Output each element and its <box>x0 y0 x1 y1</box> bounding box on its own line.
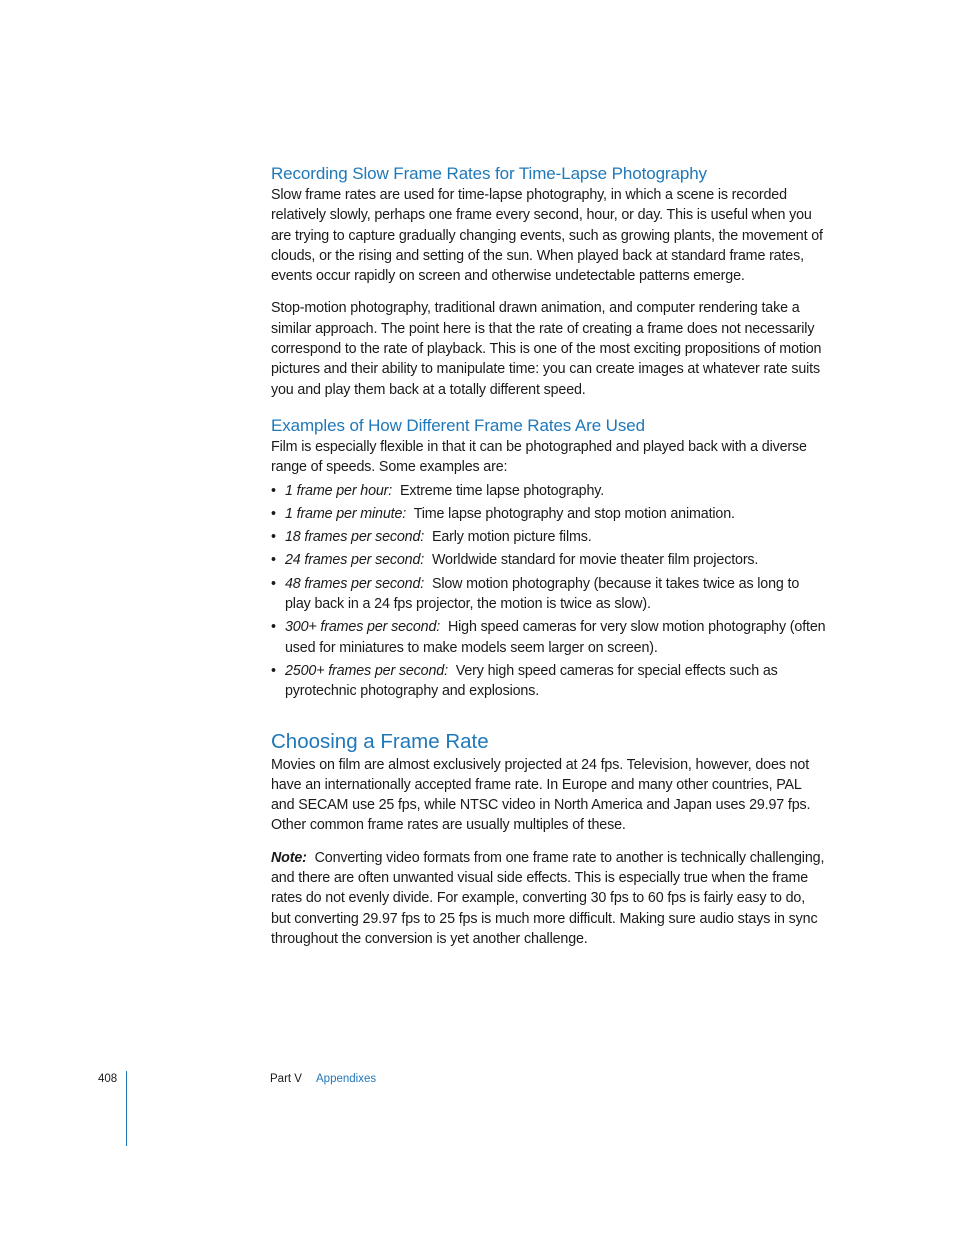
list-item-term: 48 frames per second: <box>285 575 425 592</box>
list-item-desc: High speed cameras for very slow motion photography (often used for miniatures to make models seem larger on screen). <box>285 619 826 656</box>
list-item <box>271 661 827 702</box>
bullet-icon: • <box>271 662 276 679</box>
footer-part-label: Part V <box>270 1073 302 1085</box>
list-item-term: 1 frame per hour: <box>285 482 393 499</box>
list-item <box>271 504 827 524</box>
page-number: 408 <box>98 1073 118 1085</box>
paragraph: Movies on film are almost exclusively projected at 24 fps. Television, however, does not have an internationally accepted frame rate. In Europe and many other countries, PAL and SECAM use 25 fps, while NTSC video in North America and Japan uses 29.97 fps. Other common frame rates are usually multiples of these. <box>271 756 811 834</box>
paragraph: Slow frame rates are used for time-lapse photography, in which a scene is recorded relatively slowly, perhaps one frame every second, hour, or day. This is useful when you are trying to capture gradually changing events, such as growing plants, the movement of clouds, or the rising and setting of the sun. When played back at standard frame rates, events occur rapidly on screen and otherwise undetectable patterns emerge. <box>271 187 823 285</box>
bullet-icon: • <box>271 575 276 592</box>
list-item <box>271 527 827 547</box>
section-heading-examples: Examples of How Different Frame Rates Are Used <box>271 415 645 435</box>
list-item-desc: Time lapse photography and stop motion animation. <box>413 505 735 522</box>
list-item-desc: Very high speed cameras for special effects such as pyrotechnic photography and explosions. <box>285 662 778 700</box>
note-paragraph <box>271 848 827 949</box>
paragraph: Film is especially flexible in that it can be photographed and played back with a diverse range of speeds. Some examples are: <box>271 438 807 476</box>
list-item-term: 18 frames per second: <box>285 529 425 546</box>
bullet-icon: • <box>271 529 276 546</box>
section-heading-choosing-frame-rate: Choosing a Frame Rate <box>271 729 489 753</box>
bullet-icon: • <box>271 552 276 569</box>
list-item-term: 2500+ frames per second: <box>285 662 448 679</box>
note-label: Note: <box>271 849 307 866</box>
list-item-term: 24 frames per second: <box>285 552 425 569</box>
bullet-icon: • <box>271 619 276 636</box>
bullet-icon: • <box>271 505 276 522</box>
bullet-icon: • <box>271 482 276 499</box>
list-item <box>271 481 827 501</box>
page-content <box>271 163 827 949</box>
footer-divider <box>126 1071 127 1146</box>
list-item-desc: Extreme time lapse photography. <box>399 482 605 499</box>
list-item-desc: Worldwide standard for movie theater film projectors. <box>431 552 759 569</box>
footer-part-title: Appendixes <box>316 1073 377 1085</box>
paragraph: Stop-motion photography, traditional drawn animation, and computer rendering take a similar approach. The point here is that the rate of creating a frame does not necessarily correspond to the rate of playback. This is one of the most exciting propositions of motion pictures and their ability to manipulate time: you can create images at whatever rate suits you and play them back at a totally different speed. <box>271 300 822 398</box>
section-heading-time-lapse: Recording Slow Frame Rates for Time-Lapse Photography <box>271 164 707 183</box>
list-item <box>271 574 827 615</box>
list-item-desc: Slow motion photography (because it takes twice as long to play back in a 24 fps projector, the motion is twice as slow). <box>285 575 800 613</box>
list-item-term: 1 frame per minute: <box>285 505 407 522</box>
frame-rate-examples-list <box>271 481 827 702</box>
list-item-term: 300+ frames per second: <box>285 619 441 636</box>
list-item-desc: Early motion picture films. <box>431 529 592 546</box>
list-item <box>271 550 827 570</box>
note-text: Converting video formats from one frame rate to another is technically challenging, and there are often unwanted visual side effects. This is especially true when the frame rates do not evenly divide. For example, converting 30 fps to 60 fps is fairly easy to do, but converting 29.97 fps to 25 fps is much more difficult. Making sure audio stays in sync throughout the conversion is yet another challenge. <box>271 849 825 947</box>
list-item <box>271 617 827 658</box>
